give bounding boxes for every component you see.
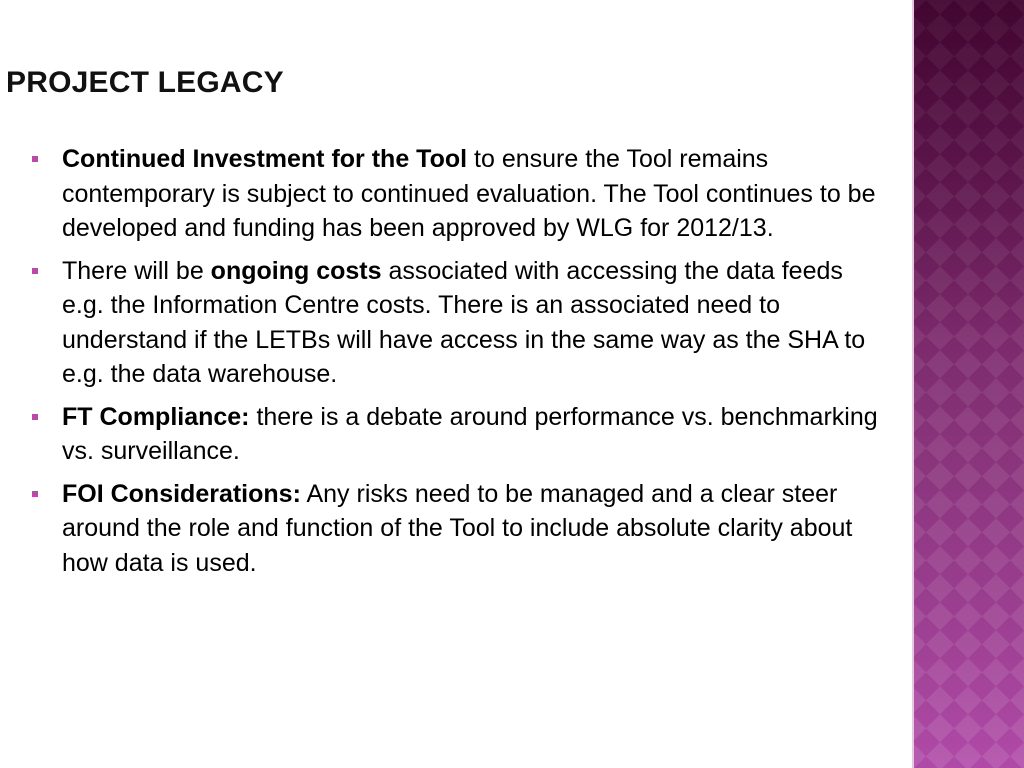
- square-bullet-icon: [32, 491, 38, 497]
- square-bullet-icon: [32, 156, 38, 162]
- bullet-bold-text: FOI Considerations:: [62, 479, 301, 508]
- bullet-item-investment: [30, 142, 880, 246]
- bullet-bold-text: Continued Investment for the Tool: [62, 145, 468, 173]
- bullet-text: to ensure the Tool remains contemporary is subject to continued evaluation. The Tool continues to be developed and funding has been approved by WLG for 2012/13.: [62, 145, 876, 242]
- bullet-text: associated with accessing the data feeds e.g. the Information Centre costs. There is an associated need to understand if the LETBs will have access in the same way as the SHA to e.g. the data warehouse.: [62, 256, 866, 388]
- page-title: PROJECT LEGACY: [6, 66, 284, 99]
- bullet-text: there is a debate around performance vs. benchmarking vs. surveillance.: [62, 402, 878, 465]
- bullet-bold-text: FT Compliance:: [62, 402, 250, 431]
- side-band-edge: [912, 0, 914, 768]
- decorative-side-band: [912, 0, 1024, 768]
- bullet-item-ft-compliance: [30, 400, 880, 469]
- square-bullet-icon: [32, 268, 38, 274]
- bullet-list: [30, 142, 880, 588]
- square-bullet-icon: [32, 414, 38, 420]
- bullet-item-ongoing-costs: [30, 254, 880, 392]
- bullet-text: There will be: [62, 256, 211, 285]
- bullet-text: Any risks need to be managed and a clear steer around the role and function of the Tool to include absolute clarity about how data is used.: [62, 479, 853, 577]
- bullet-item-foi: [30, 477, 880, 581]
- bullet-bold-text: ongoing costs: [210, 256, 382, 285]
